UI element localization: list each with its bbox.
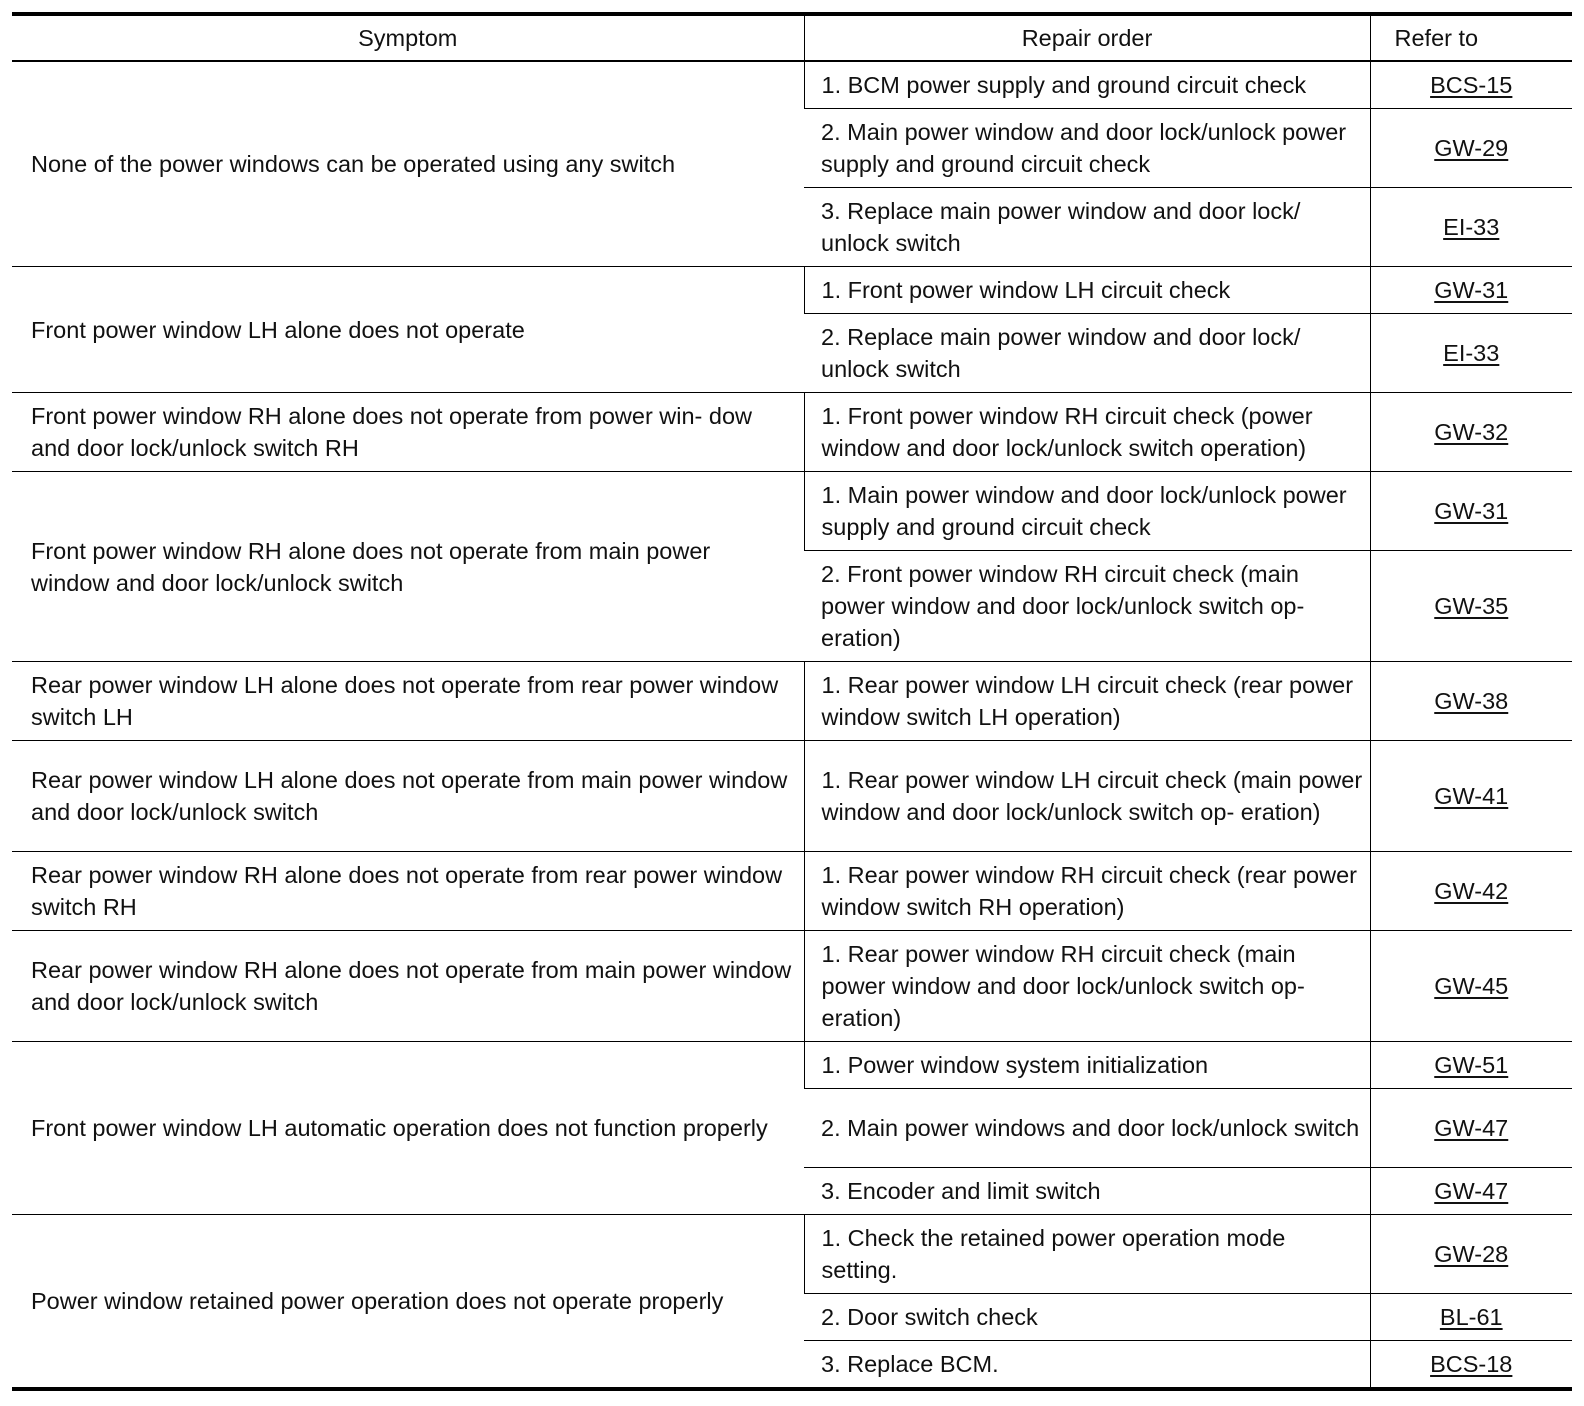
reference-link[interactable]: GW-51 (1434, 1052, 1509, 1078)
symptom-cell: Front power window RH alone does not operate from main power window and door lock/unlock switch (12, 472, 804, 662)
repair-step-cell: 1. BCM power supply and ground circuit check (804, 61, 1370, 109)
table-row (12, 931, 1572, 1042)
repair-step-cell: 1. Front power window RH circuit check (power window and door lock/unlock switch operation) (804, 393, 1370, 472)
reference-link[interactable]: GW-32 (1434, 419, 1509, 445)
symptom-table (12, 12, 1572, 1391)
reference-link[interactable]: GW-45 (1434, 973, 1509, 999)
repair-step-cell: 2. Door switch check (804, 1294, 1370, 1341)
repair-step-cell: 1. Check the retained power operation mode setting. (804, 1215, 1370, 1294)
reference-link[interactable]: GW-29 (1434, 135, 1509, 161)
symptom-cell: None of the power windows can be operated using any switch (12, 61, 804, 267)
repair-step-cell: 3. Replace main power window and door lock/ unlock switch (804, 188, 1370, 267)
symptom-cell: Rear power window LH alone does not operate from rear power window switch LH (12, 662, 804, 741)
table-row (12, 472, 1572, 551)
symptom-cell: Rear power window RH alone does not operate from main power window and door lock/unlock switch (12, 931, 804, 1042)
repair-step-cell: 1. Power window system initialization (804, 1042, 1370, 1089)
reference-link[interactable]: GW-28 (1434, 1241, 1509, 1267)
reference-link[interactable]: BCS-15 (1430, 72, 1513, 98)
table-row (12, 1042, 1572, 1089)
repair-step-cell: 3. Replace BCM. (804, 1341, 1370, 1390)
reference-link[interactable]: BL-61 (1439, 1304, 1503, 1330)
repair-step-cell: 1. Rear power window LH circuit check (main power window and door lock/unlock switch op- eration) (804, 741, 1370, 852)
reference-link[interactable]: GW-47 (1434, 1115, 1509, 1141)
table-row (12, 852, 1572, 931)
reference-link[interactable]: GW-42 (1434, 878, 1509, 904)
table-row (12, 1215, 1572, 1294)
symptom-cell: Rear power window RH alone does not operate from rear power window switch RH (12, 852, 804, 931)
repair-step-cell: 1. Rear power window LH circuit check (rear power window switch LH operation) (804, 662, 1370, 741)
symptom-cell: Front power window LH automatic operation does not function properly (12, 1042, 804, 1215)
header-row (12, 14, 1572, 61)
table-row (12, 61, 1572, 109)
symptom-cell: Front power window LH alone does not operate (12, 267, 804, 393)
table-row (12, 393, 1572, 472)
table-row (12, 662, 1572, 741)
repair-step-cell: 1. Front power window LH circuit check (804, 267, 1370, 314)
repair-step-cell: 1. Rear power window RH circuit check (rear power window switch RH operation) (804, 852, 1370, 931)
reference-link[interactable]: EI-33 (1443, 214, 1500, 240)
symptom-header: Symptom (12, 14, 804, 61)
symptom-cell: Front power window RH alone does not operate from power win- dow and door lock/unlock switch RH (12, 393, 804, 472)
reference-link[interactable]: GW-31 (1434, 277, 1509, 303)
repair-step-cell: 2. Main power window and door lock/unlock power supply and ground circuit check (804, 109, 1370, 188)
table-row (12, 741, 1572, 852)
reference-link[interactable]: GW-47 (1434, 1178, 1509, 1204)
repair-step-cell: 2. Front power window RH circuit check (main power window and door lock/unlock switch op- eration) (804, 551, 1370, 662)
repair-step-cell: 2. Main power windows and door lock/unlock switch (804, 1089, 1370, 1168)
refer-to-header: Refer to (1370, 14, 1572, 61)
repair-order-header: Repair order (804, 14, 1370, 61)
symptom-cell: Power window retained power operation does not operate properly (12, 1215, 804, 1390)
reference-link[interactable]: GW-38 (1434, 688, 1509, 714)
document-page (12, 12, 1572, 1391)
reference-link[interactable]: GW-31 (1434, 498, 1509, 524)
repair-step-cell: 1. Main power window and door lock/unlock power supply and ground circuit check (804, 472, 1370, 551)
repair-step-cell: 3. Encoder and limit switch (804, 1168, 1370, 1215)
symptom-cell: Rear power window LH alone does not operate from main power window and door lock/unlock switch (12, 741, 804, 852)
reference-link[interactable]: GW-41 (1434, 783, 1509, 809)
reference-link[interactable]: GW-35 (1434, 593, 1509, 619)
repair-step-cell: 1. Rear power window RH circuit check (main power window and door lock/unlock switch op- eration) (804, 931, 1370, 1042)
repair-step-cell: 2. Replace main power window and door lock/ unlock switch (804, 314, 1370, 393)
reference-link[interactable]: BCS-18 (1430, 1351, 1513, 1377)
reference-link[interactable]: EI-33 (1443, 340, 1500, 366)
table-row (12, 267, 1572, 314)
